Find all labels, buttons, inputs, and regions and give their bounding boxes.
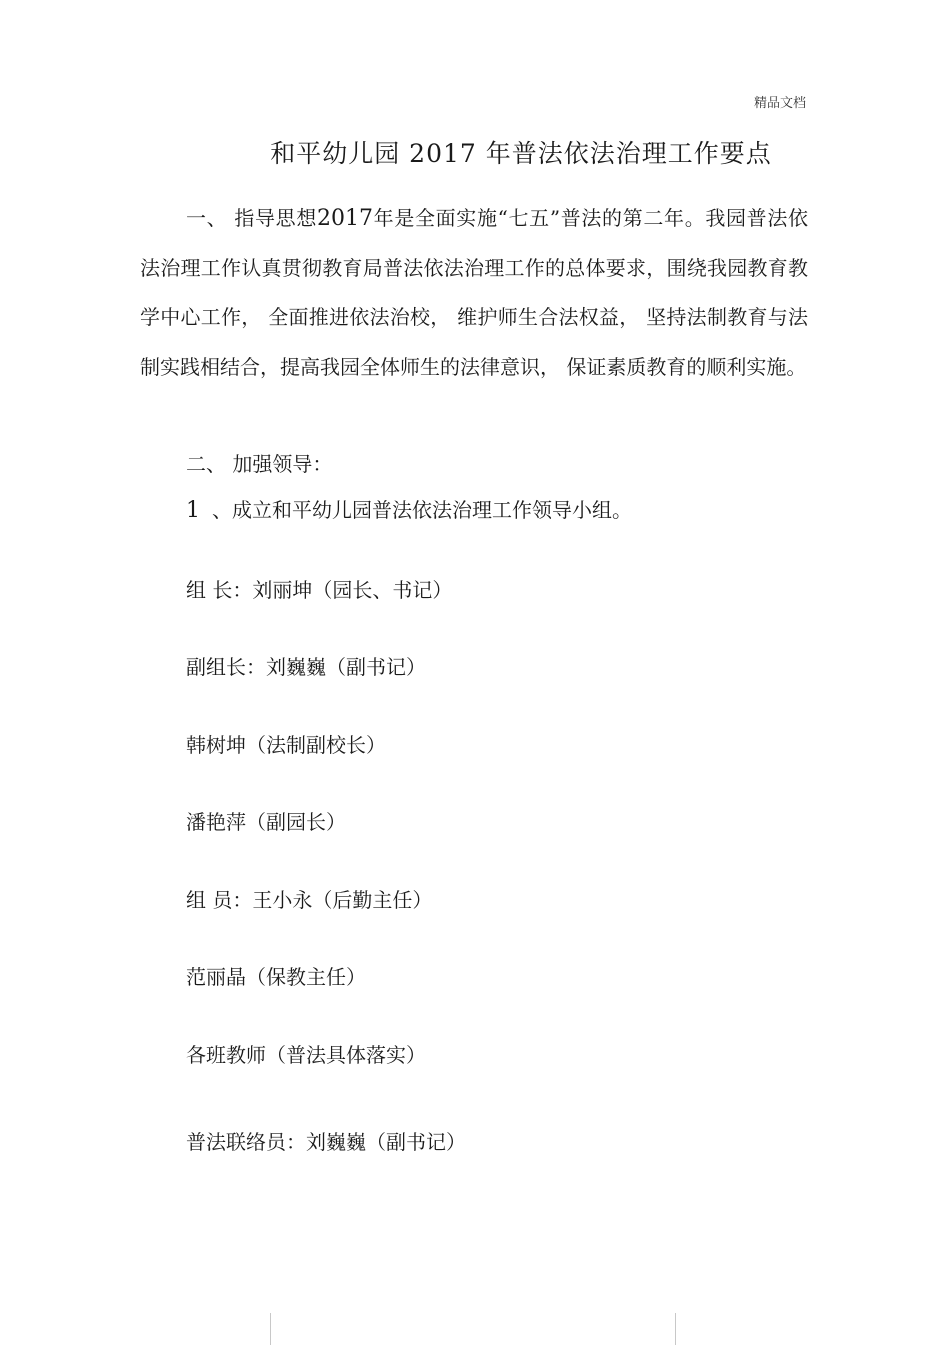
member-line: 韩树坤（法制副校长） bbox=[186, 733, 386, 757]
member-line: 副组长：刘巍巍（副书记） bbox=[186, 655, 426, 679]
item-one bbox=[186, 494, 632, 523]
member-line: 组 长：刘丽坤（园长、书记） bbox=[186, 578, 453, 602]
document-title: 和平幼儿园 2017 年普法依法治理工作要点 bbox=[270, 139, 772, 168]
section-one-text: 年是全面实施“七五”普法的第二年。我园普法依法治理工作认真贯彻教育局普法依法治理工作的总体要求，围绕我园教育教学中心工作， 全面推进依法治校， 维护师生合法权益， 坚持法制教育与法制实践相结合，提高我园全体师生的法律意识， 保证素质教育的顺利实施。 bbox=[140, 206, 809, 379]
member-line: 各班教师（普法具体落实） bbox=[186, 1043, 426, 1067]
item-one-number: 1 bbox=[186, 498, 200, 523]
item-one-text: 、成立和平幼儿园普法依法治理工作领导小组。 bbox=[212, 498, 632, 522]
member-line: 范丽晶（保教主任） bbox=[186, 965, 366, 989]
member-line: 组 员：王小永（后勤主任） bbox=[186, 888, 433, 912]
header-label: 精品文档 bbox=[753, 96, 806, 111]
section-one-year: 2017 bbox=[317, 206, 373, 231]
page-margin-mark bbox=[675, 1313, 676, 1345]
section-one-prefix: 一、 指导思想 bbox=[186, 206, 317, 230]
section-two-heading: 二、 加强领导： bbox=[186, 452, 333, 476]
section-one-paragraph bbox=[140, 194, 808, 392]
member-line: 普法联络员：刘巍巍（副书记） bbox=[186, 1130, 466, 1154]
page-margin-mark bbox=[270, 1313, 271, 1345]
member-line: 潘艳萍（副园长） bbox=[186, 810, 346, 834]
